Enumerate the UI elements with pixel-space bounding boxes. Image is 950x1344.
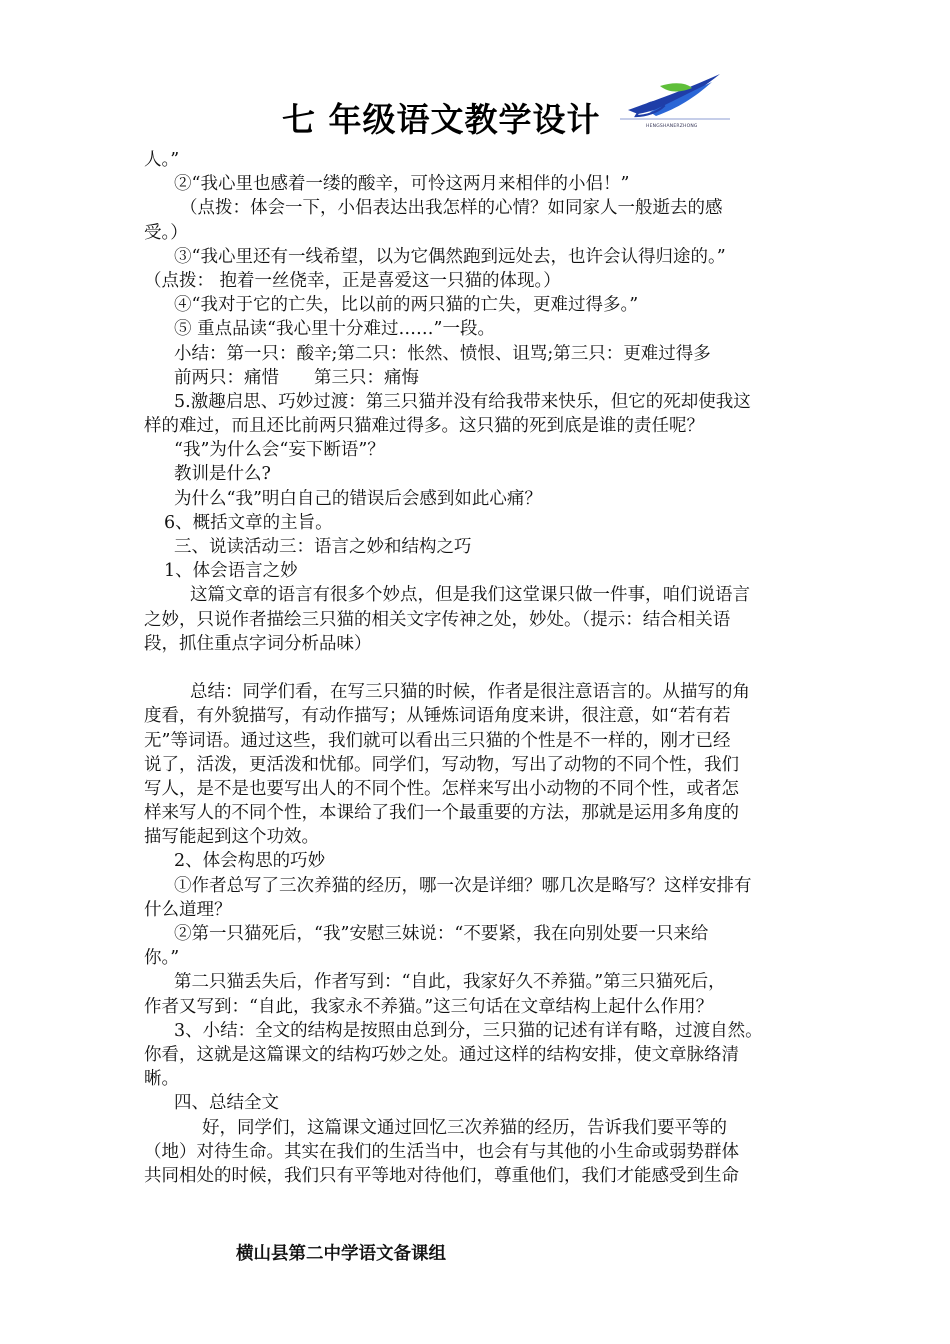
- text-line: “我”为什么会“妄下断语”？: [174, 440, 385, 461]
- page-header: [0, 88, 950, 148]
- footer-school-name: 横山县第二中学语文备课组: [236, 1244, 446, 1264]
- text-line: 你看，这就是这篇课文的结构巧妙之处。通过这样的结构安排，使文章脉络清: [144, 1044, 739, 1065]
- text-line: 1、体会语言之妙: [164, 561, 298, 582]
- text-line: 第二只猫丢失后，作者写到：“自此，我家好久不养猫。”第三只猫死后，: [174, 972, 726, 993]
- text-line: 之妙，只说作者描绘三只猫的相关文字传神之处，妙处。（提示：结合相关语: [144, 609, 731, 630]
- text-line: 2、体会构思的巧妙: [174, 851, 326, 872]
- text-line: 这篇文章的语言有很多个妙点，但是我们这堂课只做一件事，咱们说语言: [190, 585, 750, 606]
- text-line: 样的难过，而且还比前两只猫难过得多。这只猫的死到底是谁的责任呢？: [144, 416, 704, 437]
- text-line: ④“我对于它的亡失，比以前的两只猫的亡失，更难过得多。”: [174, 295, 639, 316]
- text-line: 你。”: [144, 948, 180, 969]
- text-line: 受。）: [144, 222, 188, 243]
- text-line: （点拨：体会一下，小侣表达出我怎样的心情？如同家人一般逝去的感: [180, 198, 723, 219]
- text-line: ②“我心里也感着一缕的酸辛，可怜这两月来相伴的小侣！”: [174, 174, 630, 195]
- text-line: [144, 656, 816, 680]
- text-line: 教训是什么?: [174, 464, 271, 485]
- lesson-body: [144, 148, 816, 1188]
- text-line: 总结：同学们看，在写三只猫的时候，作者是很注意语言的。从描写的角: [190, 682, 750, 703]
- text-line: 无”等词语。通过这些，我们就可以看出三只猫的个性是不一样的，刚才已经: [144, 730, 731, 751]
- text-line: 样来写人的不同个性，本课给了我们一个最重要的方法，那就是运用多角度的: [144, 803, 739, 824]
- text-line: 5.激趣启思、巧妙过渡：第三只猫并没有给我带来快乐，但它的死却使我这: [174, 391, 751, 412]
- text-line: 为什么“我”明白自己的错误后会感到如此心痛？: [174, 488, 542, 509]
- text-line: ③“我心里还有一线希望，以为它偶然跑到远处去，也许会认得归途的。”: [174, 246, 726, 267]
- text-line: 共同相处的时候，我们只有平等地对待他们，尊重他们，我们才能感受到生命: [144, 1165, 739, 1186]
- text-line: 四、总结全文: [174, 1093, 279, 1114]
- text-line: 好，同学们，这篇课文通过回忆三次养猫的经历，告诉我们要平等的: [202, 1117, 727, 1138]
- text-line: （点拨： 抱着一丝侥幸，正是喜爱这一只猫的体现。）: [144, 270, 561, 291]
- text-line: 3、小结：全文的结构是按照由总到分，三只猫的记述有详有略，过渡自然。: [174, 1020, 763, 1041]
- text-line: ②第一只猫死后，“我”安慰三妹说：“不要紧，我在向别处要一只来给: [174, 924, 709, 944]
- school-logo-icon: [620, 72, 730, 130]
- text-line: 写人，是不是也要写出人的不同个性。怎样来写出小动物的不同个性，或者怎: [144, 778, 739, 799]
- text-line: 6、概括文章的主旨。: [164, 512, 333, 533]
- text-line: 三、说读活动三：语言之妙和结构之巧: [174, 537, 472, 557]
- text-line: 作者又写到：“自此，我家永不养猫。”这三句话在文章结构上起什么作用？: [144, 996, 714, 1017]
- text-line: ⑤ 重点品读“我心里十分难过……”一段。: [174, 319, 495, 340]
- text-line: 小结：第一只：酸辛;第二只：怅然、愤恨、诅骂;第三只：更难过得多: [174, 343, 711, 364]
- text-line: 度看，有外貌描写，有动作描写；从锤炼词语角度来讲，很注意，如“若有若: [144, 706, 731, 727]
- text-line: 段，抓住重点字词分析品味）: [144, 633, 372, 654]
- text-line: 前两只：痛惜 第三只：痛悔: [174, 367, 419, 388]
- text-line: ①作者总写了三次养猫的经历，哪一次是详细？哪几次是略写？这样安排有: [174, 875, 752, 896]
- text-line: （地）对待生命。其实在我们的生活当中，也会有与其他的小生命或弱势群体: [144, 1141, 739, 1162]
- page-title: 七 年级语文教学设计: [282, 100, 601, 139]
- logo-caption: HENGSHANERZHONG: [646, 124, 698, 129]
- text-line: 描写能起到这个功效。: [144, 827, 319, 848]
- text-line: 晰。: [144, 1069, 179, 1090]
- text-line: 说了，活泼，更活泼和忧郁。同学们，写动物，写出了动物的不同个性，我们: [144, 754, 739, 775]
- text-line: 人。”: [144, 150, 180, 170]
- text-line: 什么道理？: [144, 899, 232, 920]
